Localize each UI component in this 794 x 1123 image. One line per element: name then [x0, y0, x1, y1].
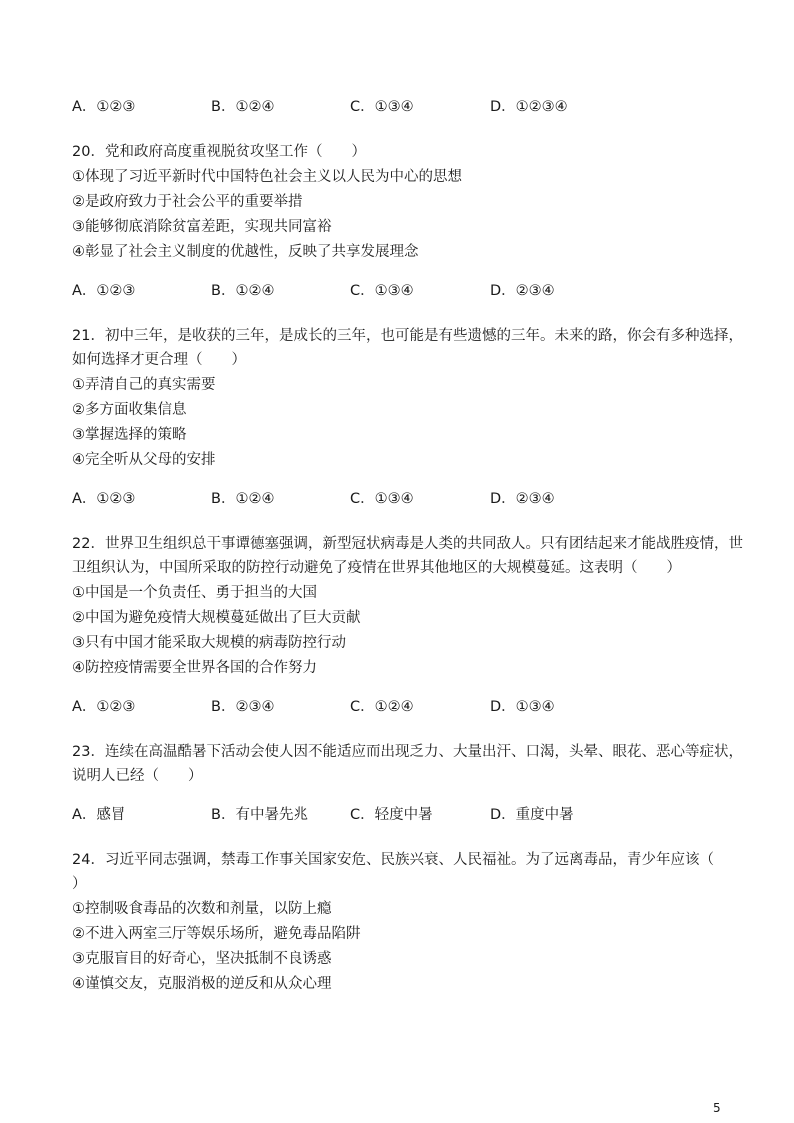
q22-options [72, 697, 732, 717]
q19-options [72, 97, 732, 117]
q22-item-2: ②中国为避免疫情大规模蔓延做出了巨大贡献 [72, 610, 361, 626]
q23-stem-line-1: 23．连续在高温酷暑下活动会使人因不能适应而出现乏力、大量出汗、口渴，头晕、眼花、恶心等症状， [72, 744, 743, 760]
q22-option-c: C．①②④ [350, 699, 414, 715]
q21-stem-line-1: 21．初中三年，是收获的三年，是成长的三年，也可能是有些遗憾的三年。未来的路，你会有多种选择， [72, 328, 743, 344]
q19-option-c: C．①③④ [350, 99, 414, 115]
q23-option-b: B．有中暑先兆 [211, 807, 308, 823]
q19-option-a: A．①②③ [72, 99, 136, 115]
q22-option-b: B．②③④ [211, 699, 275, 715]
q24-item-1: ①控制吸食毒品的次数和剂量，以防上瘾 [72, 901, 332, 917]
q22-option-a: A．①②③ [72, 699, 136, 715]
q24-item-2: ②不进入两室三厅等娱乐场所，避免毒品陷阱 [72, 926, 361, 942]
q21-item-4: ④完全听从父母的安排 [72, 452, 216, 468]
q20-item-1: ①体现了习近平新时代中国特色社会主义以人民为中心的思想 [72, 169, 462, 185]
q21-option-c: C．①③④ [350, 491, 414, 507]
q20-item-3: ③能够彻底消除贫富差距，实现共同富裕 [72, 219, 332, 235]
q24-stem-line-1: 24．习近平同志强调，禁毒工作事关国家安危、民族兴衰、人民福祉。为了远离毒品，青少年应该（ [72, 852, 714, 868]
q22-stem-line-2: 卫组织认为，中国所采取的防控行动避免了疫情在世界其他地区的大规模蔓延。这表明（ ） [72, 560, 681, 576]
q23-option-d: D．重度中暑 [490, 807, 574, 823]
q20-stem: 20．党和政府高度重视脱贫攻坚工作（ ） [72, 144, 366, 160]
q22-item-4: ④防控疫情需要全世界各国的合作努力 [72, 660, 317, 676]
q21-item-1: ①弄清自己的真实需要 [72, 377, 216, 393]
q22-item-1: ①中国是一个负责任、勇于担当的大国 [72, 585, 317, 601]
page-number: 5 [713, 1101, 721, 1115]
q21-option-b: B．①②④ [211, 491, 275, 507]
q24-item-4: ④谨慎交友，克服消极的逆反和从众心理 [72, 976, 332, 992]
q23-options [72, 805, 732, 825]
q21-options [72, 489, 732, 509]
q19-option-d: D．①②③④ [490, 99, 568, 115]
q24-stem-line-2: ） [72, 876, 87, 892]
q19-option-b: B．①②④ [211, 99, 275, 115]
q21-option-d: D．②③④ [490, 491, 555, 507]
q20-options [72, 281, 732, 301]
q20-option-b: B．①②④ [211, 283, 275, 299]
q21-item-3: ③掌握选择的策略 [72, 427, 187, 443]
q22-item-3: ③只有中国才能采取大规模的病毒防控行动 [72, 635, 346, 651]
q21-item-2: ②多方面收集信息 [72, 402, 187, 418]
q20-option-a: A．①②③ [72, 283, 136, 299]
q23-option-a: A．感冒 [72, 807, 126, 823]
q22-stem-line-1: 22．世界卫生组织总干事谭德塞强调，新型冠状病毒是人类的共同敌人。只有团结起来才能战胜疫情，世 [72, 536, 743, 552]
q23-option-c: C．轻度中暑 [350, 807, 433, 823]
q20-option-c: C．①③④ [350, 283, 414, 299]
q20-item-4: ④彰显了社会主义制度的优越性，反映了共享发展理念 [72, 244, 419, 260]
q21-stem-line-2: 如何选择才更合理（ ） [72, 352, 246, 368]
q23-stem-line-2: 说明人已经（ ） [72, 768, 203, 784]
q21-option-a: A．①②③ [72, 491, 136, 507]
q20-item-2: ②是政府致力于社会公平的重要举措 [72, 194, 303, 210]
q20-option-d: D．②③④ [490, 283, 555, 299]
q24-item-3: ③克服盲目的好奇心，坚决抵制不良诱惑 [72, 951, 332, 967]
q22-option-d: D．①③④ [490, 699, 555, 715]
